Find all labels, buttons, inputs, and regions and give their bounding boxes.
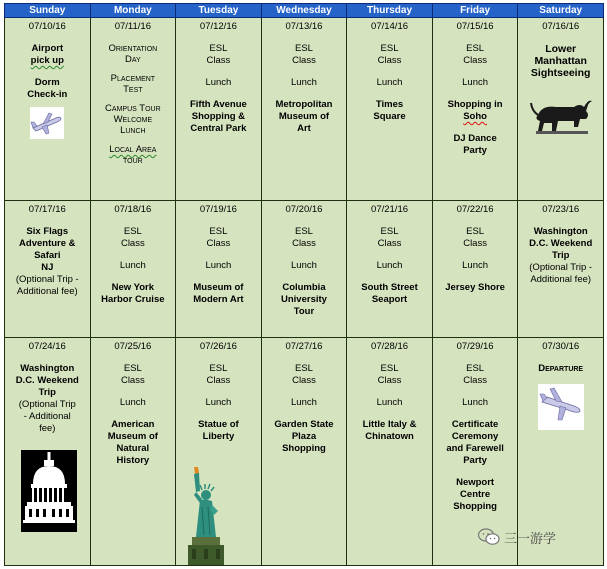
day-cell: [432, 18, 518, 201]
event-text: Shopping in: [447, 99, 503, 110]
cell-date: 07/28/16: [371, 341, 409, 352]
day-header-wednesday: Wednesday: [261, 4, 347, 18]
event-text: Class: [377, 375, 402, 386]
cell-date: 07/17/16: [28, 204, 66, 215]
cell-date: 07/22/16: [456, 204, 494, 215]
cell-date: 07/10/16: [28, 21, 66, 32]
event-text: Party: [463, 455, 487, 466]
event-text: Natural: [116, 443, 150, 454]
event-text: Statue of: [198, 419, 239, 430]
event-text: Central Park: [190, 123, 247, 134]
day-cell: [5, 338, 91, 566]
event-text: ESL: [380, 363, 399, 374]
event-text: D.C. Weekend: [15, 375, 79, 386]
event-text: Test: [123, 84, 143, 95]
event-text: Additional fee): [16, 286, 78, 297]
event-text: Modern Art: [193, 294, 244, 305]
event-text: Little Italy &: [362, 419, 417, 430]
week-row-1: [5, 18, 604, 201]
event-text: Shopping: [453, 501, 497, 512]
day-cell: [261, 338, 347, 566]
cell-date: 07/14/16: [371, 21, 409, 32]
day-header-thursday: Thursday: [347, 4, 433, 18]
event-text: Lower: [545, 43, 577, 55]
event-text: ESL: [466, 226, 485, 237]
watermark: [478, 526, 603, 548]
event-text: Lunch: [120, 125, 146, 136]
event-text: Welcome: [113, 114, 153, 125]
event-text: Garden State: [274, 419, 334, 430]
watermark-text: 三一游学: [504, 530, 557, 546]
day-header-tuesday: Tuesday: [176, 4, 262, 18]
bull-icon: [528, 93, 594, 139]
day-cell: [347, 18, 433, 201]
event-text: Museum of: [193, 282, 244, 293]
event-text: Soho: [463, 111, 487, 122]
event-text: Times: [375, 99, 404, 110]
event-text: Lunch: [291, 397, 317, 408]
event-text: Six Flags: [26, 226, 69, 237]
event-text: Lunch: [205, 260, 232, 271]
event-text: Class: [463, 55, 487, 66]
cell-date: 07/27/16: [285, 341, 323, 352]
event-text: (Optional Trip -: [529, 262, 593, 273]
day-cell: [90, 201, 176, 338]
event-text: Lunch: [291, 260, 317, 271]
event-text: Placement: [110, 73, 156, 84]
day-header-sunday: Sunday: [5, 4, 91, 18]
event-text: ESL: [209, 226, 228, 237]
cell-date: 07/29/16: [456, 341, 494, 352]
event-text: Sightseeing: [530, 67, 591, 79]
event-text: ESL: [466, 363, 485, 374]
day-cell: [176, 338, 262, 566]
calendar-table: [4, 3, 604, 566]
event-text: tour: [122, 155, 143, 166]
cell-date: 07/15/16: [456, 21, 494, 32]
event-text: New York: [111, 282, 155, 293]
event-text: Certificate: [451, 419, 499, 430]
cell-date: 07/30/16: [542, 341, 580, 352]
event-text: Trip: [551, 250, 570, 261]
event-text: Chinatown: [365, 431, 414, 442]
day-cell: [176, 18, 262, 201]
day-cell: [90, 338, 176, 566]
event-text: Class: [120, 238, 145, 249]
wechat-icon: [478, 528, 500, 546]
event-text: Shopping &: [191, 111, 246, 122]
event-text: ESL: [380, 226, 399, 237]
event-text: Harbor Cruise: [101, 294, 165, 305]
event-text: Local Area: [109, 144, 157, 155]
cell-date: 07/25/16: [114, 341, 152, 352]
event-text: Airport: [31, 43, 64, 54]
day-header-saturday: Saturday: [518, 4, 604, 18]
event-text: University: [281, 294, 327, 305]
event-text: Tour: [293, 306, 315, 317]
event-text: Class: [206, 375, 231, 386]
event-text: ESL: [209, 43, 228, 54]
event-text: American: [111, 419, 155, 430]
event-text: South Street: [361, 282, 418, 293]
event-text: Square: [373, 111, 406, 122]
event-text: Lunch: [119, 260, 146, 271]
day-header-friday: Friday: [432, 4, 518, 18]
event-text: Party: [463, 145, 487, 156]
event-text: Class: [463, 375, 487, 386]
cell-date: 07/18/16: [114, 204, 152, 215]
day-cell: [261, 201, 347, 338]
event-text: Fifth Avenue: [189, 99, 247, 110]
day-header-monday: Monday: [90, 4, 176, 18]
event-text: (Optional Trip: [18, 399, 76, 410]
event-text: ESL: [466, 43, 485, 54]
event-text: Manhattan: [534, 55, 587, 67]
day-cell: [518, 201, 604, 338]
event-text: ESL: [123, 226, 142, 237]
event-text: Museum of: [107, 431, 158, 442]
event-text: ESL: [294, 43, 313, 54]
event-text: Dorm: [34, 77, 60, 88]
day-cell: [347, 201, 433, 338]
capitol-icon: [21, 450, 77, 532]
cell-date: 07/21/16: [371, 204, 409, 215]
cell-date: 07/13/16: [285, 21, 323, 32]
event-text: Lunch: [119, 397, 146, 408]
event-text: Orientation: [108, 43, 158, 54]
statue-of-liberty-icon: [180, 465, 236, 565]
event-text: Class: [377, 238, 402, 249]
event-text: ESL: [123, 363, 142, 374]
event-text: ESL: [209, 363, 228, 374]
day-cell: [518, 18, 604, 201]
day-cell: [261, 18, 347, 201]
event-text: Washington: [533, 226, 588, 237]
event-text: ESL: [294, 363, 313, 374]
event-text: Campus Tour: [105, 103, 161, 114]
event-text: Plaza: [291, 431, 317, 442]
event-text: Art: [297, 123, 311, 134]
cell-date: 07/24/16: [28, 341, 66, 352]
event-text: Washington: [20, 363, 75, 374]
cell-date: 07/23/16: [542, 204, 580, 215]
event-text: Adventure &: [19, 238, 76, 249]
event-text: Lunch: [376, 397, 403, 408]
event-text: Ceremony: [451, 431, 499, 442]
event-text: Lunch: [462, 77, 489, 88]
event-text: Class: [292, 375, 316, 386]
event-text: Additional fee): [530, 274, 592, 285]
event-text: Lunch: [376, 77, 403, 88]
event-text: D.C. Weekend: [529, 238, 593, 249]
day-cell: [5, 18, 91, 201]
day-cell: [5, 201, 91, 338]
event-text: Safari: [34, 250, 61, 261]
day-cell: [347, 338, 433, 566]
week-row-2: [5, 201, 604, 338]
day-cell: [432, 201, 518, 338]
event-text: Lunch: [376, 260, 403, 271]
day-cell: [90, 18, 176, 201]
event-text: DJ Dance: [453, 133, 497, 144]
event-text: Lunch: [205, 397, 232, 408]
cell-date: 07/26/16: [199, 341, 237, 352]
event-text: Jersey Shore: [445, 282, 505, 293]
event-text: NJ: [41, 262, 54, 273]
event-text: Check-in: [27, 89, 68, 100]
cell-date: 07/12/16: [199, 21, 237, 32]
event-text: ESL: [380, 43, 399, 54]
event-text: Departure: [538, 363, 584, 374]
event-text: and Farewell: [446, 443, 504, 454]
cell-date: 07/11/16: [114, 21, 151, 32]
event-text: Lunch: [462, 397, 489, 408]
event-text: History: [116, 455, 150, 466]
event-text: Liberty: [202, 431, 235, 442]
event-text: Shopping: [282, 443, 326, 454]
event-text: Class: [206, 55, 231, 66]
event-text: fee): [39, 423, 56, 434]
event-text: Lunch: [462, 260, 489, 271]
event-text: Metropolitan: [275, 99, 333, 110]
event-text: pick up: [30, 55, 64, 66]
event-text: Trip: [38, 387, 56, 398]
day-header-row: [5, 4, 604, 18]
event-text: Class: [292, 55, 316, 66]
event-text: Lunch: [291, 77, 317, 88]
event-text: Class: [463, 238, 487, 249]
event-text: Newport: [456, 477, 495, 488]
event-text: Centre: [460, 489, 491, 500]
event-text: Museum of: [278, 111, 330, 122]
event-text: Seaport: [371, 294, 408, 305]
airplane-icon: [30, 107, 64, 139]
event-text: Columbia: [282, 282, 326, 293]
event-text: (Optional Trip -: [15, 274, 79, 285]
cell-date: 07/20/16: [285, 204, 323, 215]
event-text: - Additional: [23, 411, 71, 422]
event-text: Class: [377, 55, 402, 66]
event-text: Day: [125, 54, 141, 65]
airplane-icon: [538, 384, 584, 430]
event-text: Class: [292, 238, 316, 249]
cell-date: 07/16/16: [542, 21, 580, 32]
event-text: Class: [120, 375, 145, 386]
event-text: Class: [206, 238, 231, 249]
cell-date: 07/19/16: [199, 204, 237, 215]
day-cell: [176, 201, 262, 338]
event-text: Lunch: [205, 77, 232, 88]
event-text: ESL: [294, 226, 313, 237]
